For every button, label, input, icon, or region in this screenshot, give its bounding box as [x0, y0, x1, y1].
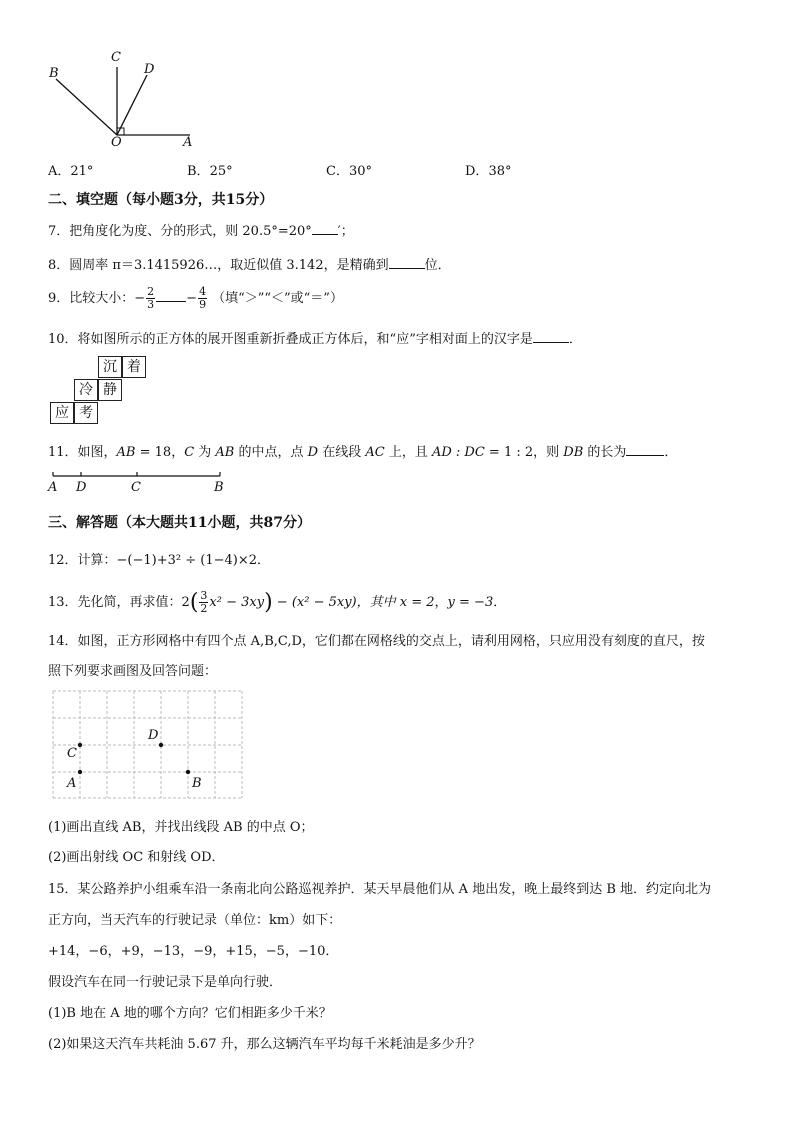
option-text: 38° [488, 164, 512, 179]
answer-blank[interactable] [156, 301, 186, 302]
seg-label-b: B [214, 480, 224, 495]
question-15-assumption: 假设汽车在同一行驶记录下是单向行驶． [48, 975, 283, 990]
net-cell-kao: 考 [74, 402, 98, 424]
option-letter: B． [187, 164, 210, 179]
grid-label-a: A [67, 776, 77, 791]
q10-text: 10．将如图所示的正方体的展开图重新折叠成正方体后，和“应”字相对面上的汉字是 [48, 332, 533, 347]
answer-blank[interactable] [533, 342, 569, 343]
option-letter: A． [48, 164, 71, 179]
option-a[interactable] [48, 160, 93, 179]
grid-label-d: D [148, 728, 159, 743]
net-cell-jing: 静 [98, 379, 122, 401]
q8-suffix: 位． [424, 258, 451, 273]
question-10 [48, 328, 582, 347]
question-15-sub-2: (2)如果这天汽车共耗油 5.67 升，那么这辆汽车平均每千米耗油是多少升？ [48, 1037, 481, 1052]
section-2-heading: 二、填空题（每小题3分，共15分） [48, 192, 274, 208]
seg-label-a: A [48, 480, 58, 495]
label-c: C [111, 50, 121, 65]
q7-suffix: ′； [337, 224, 354, 239]
grid-label-b: B [192, 776, 202, 791]
option-b[interactable] [187, 160, 233, 179]
question-14-line-2: 照下列要求画图及回答问题： [48, 664, 218, 679]
option-letter: C． [326, 164, 349, 179]
question-15-line-1: 15．某公路养护小组乘车沿一条南北向公路巡视养护．某天早晨他们从 A 地出发，晚上最终到达 B 地．约定向北为 [48, 882, 712, 897]
seg-label-c: C [131, 480, 141, 495]
question-12: 12．计算：−(−1)+3² ÷ (1−4)×2． [48, 553, 271, 568]
question-15-sub-1: (1)B 地在 A 地的哪个方向？它们相距多少千米？ [48, 1006, 332, 1021]
question-8 [48, 254, 451, 273]
question-11: 11．如图，AB = 18，C 为 AB 的中点，点 D 在线段 AC 上，且 AD : DC = 1 : 2，则 DB 的长为 ． [48, 445, 678, 460]
option-text: 30° [348, 164, 372, 179]
seg-label-d: D [76, 480, 87, 495]
grid-figure [52, 690, 244, 800]
label-o: O [111, 135, 122, 150]
answer-blank[interactable] [626, 455, 664, 456]
label-b: B [49, 66, 59, 81]
question-14-line-1: 14．如图，正方形网格中有四个点 A,B,C,D，它们都在网格线的交点上，请利用网格，只应用没有刻度的直尺，按 [48, 634, 705, 649]
net-cell-zhuo: 着 [122, 356, 146, 378]
q10-end: ． [568, 332, 582, 347]
answer-blank[interactable] [312, 234, 338, 235]
question-9 [48, 286, 343, 311]
question-15-records: +14，−6，+9，−13，−9，+15，−5，−10． [48, 944, 339, 959]
answer-blank[interactable] [389, 268, 425, 269]
ray-ob [56, 79, 117, 135]
option-c[interactable] [326, 160, 372, 179]
question-15-line-2: 正方向，当天汽车的行驶记录（单位：km）如下： [48, 913, 342, 928]
question-14-sub-2: (2)画出射线 OC 和射线 OD． [48, 850, 225, 865]
fraction-four-ninths: $\frac{4}{9}$ [199, 285, 207, 311]
label-a: A [183, 135, 193, 150]
option-letter: D． [465, 164, 489, 179]
point-b [186, 770, 190, 774]
q9-hint: （填“＞”“＜”或“＝”） [212, 291, 343, 306]
question-13: 13．先化简，再求值：2( $\frac{3}{2}$ x² − 3xy) − (x² − 5xy)，其中 x = 2，y = −3． [48, 589, 507, 615]
minus-sign: − [186, 291, 198, 306]
point-a [78, 770, 82, 774]
point-d [159, 743, 163, 747]
q9-text: 9．比较大小：− [48, 291, 146, 306]
grid-label-c: C [67, 746, 77, 761]
option-d[interactable] [465, 160, 511, 179]
option-text: 21° [70, 164, 94, 179]
section-3-heading: 三、解答题（本大题共11小题，共87分） [48, 515, 311, 531]
q7-text: 7．把角度化为度、分的形式，则 20.5°=20° [48, 224, 312, 239]
point-c [78, 743, 82, 747]
question-7 [48, 220, 354, 239]
net-cell-leng: 冷 [74, 379, 98, 401]
label-d: D [144, 62, 155, 77]
question-14-sub-1: (1)画出直线 AB，并找出线段 AB 的中点 O； [48, 820, 314, 835]
net-cell-ying: 应 [50, 402, 74, 424]
ray-od [117, 75, 147, 135]
q8-text: 8．圆周率 π＝3.1415926…，取近似值 3.142，是精确到 [48, 258, 389, 273]
option-text: 25° [209, 164, 233, 179]
fraction-two-thirds: $\frac{2}{3}$ [147, 285, 155, 311]
net-cell-chen: 沉 [98, 356, 122, 378]
fraction-three-halves: $\frac{3}{2}$ [200, 589, 208, 615]
